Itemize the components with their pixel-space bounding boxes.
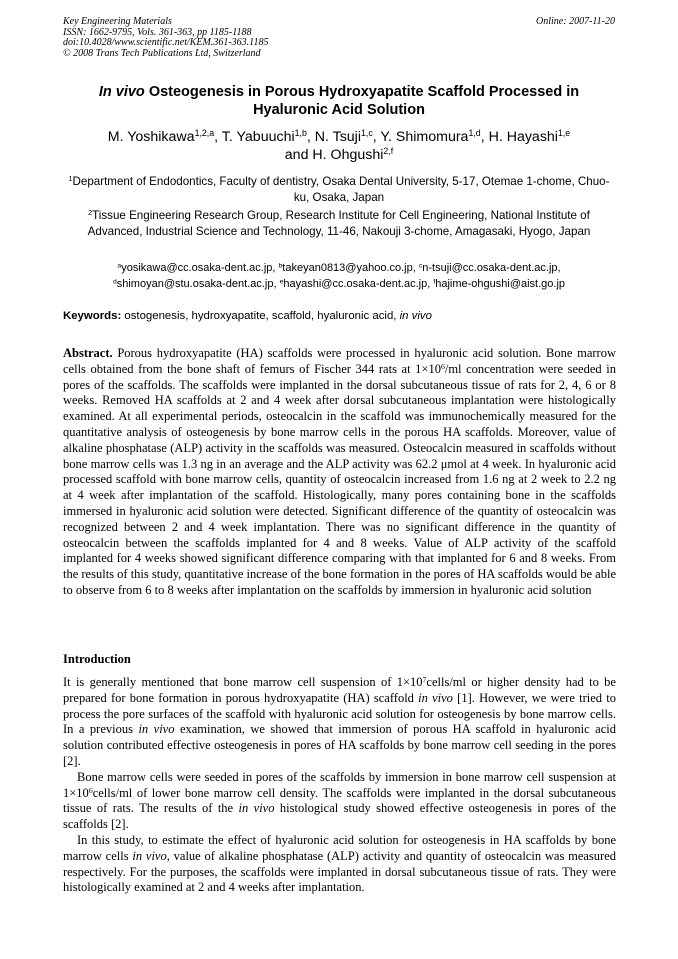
affiliation-text: Department of Endodontics, Faculty of dentistry, Osaka Dental University, 5-17, Otemae 1-chome, Chuo-ku, Osaka, Japan bbox=[72, 175, 610, 204]
email-address[interactable]: n-tsuji@cc.osaka-dent.ac.jp, bbox=[422, 262, 561, 274]
keywords-italic: in vivo bbox=[399, 310, 432, 322]
affiliation-2 bbox=[66, 208, 612, 240]
section-heading-introduction: Introduction bbox=[63, 652, 131, 666]
author-affil-sup: 1,e bbox=[557, 128, 571, 139]
intro-paragraph-1 bbox=[63, 675, 616, 770]
intro-text: cells/ml or higher density had to be prepared for bone formation in porous hydroxyapatite (HA) scaffold bbox=[63, 675, 616, 705]
email-address[interactable]: hayashi@cc.osaka-dent.ac.jp, bbox=[283, 277, 434, 290]
intro-italic: in vivo bbox=[132, 848, 167, 863]
author-separator: , bbox=[214, 129, 222, 145]
author-affil-sup: 1,2,a bbox=[194, 128, 215, 139]
online-date: Online: 2007-11-20 bbox=[536, 16, 615, 27]
author-separator: , bbox=[480, 129, 489, 145]
email-sup: a bbox=[117, 262, 122, 270]
intro-italic: in vivo bbox=[138, 722, 175, 737]
intro-text: examination, we showed that immersion of porous HA scaffold in hyaluronic acid solution contributed effective osteogenesis in pores of HA scaffolds by bone marrow cell seeding in the pores [2]. bbox=[63, 722, 616, 768]
affiliation-sup: 1 bbox=[68, 174, 73, 184]
intro-paragraph-2 bbox=[63, 770, 616, 833]
email-list bbox=[58, 261, 620, 292]
intro-italic: in vivo bbox=[238, 801, 275, 816]
author-separator: and bbox=[284, 147, 313, 163]
author-name: Y. Shimomura bbox=[380, 129, 469, 145]
author-affil-sup: 1,d bbox=[468, 128, 481, 139]
intro-paragraph-3 bbox=[63, 833, 616, 896]
paper-title bbox=[40, 83, 638, 119]
intro-text: It is generally mentioned that bone marrow cell suspension of 1×10 bbox=[63, 675, 423, 689]
author-separator: , bbox=[372, 129, 381, 145]
issn-line: ISSN: 1662-9795, Vols. 361-363, pp 1185-1188 bbox=[63, 26, 252, 38]
abstract-paragraph bbox=[63, 346, 616, 599]
doi-line: doi:10.4028/www.scientific.net/KEM.361-363.1185 bbox=[63, 37, 269, 49]
journal-header bbox=[63, 17, 615, 59]
email-address[interactable]: yosikawa@cc.osaka-dent.ac.jp, bbox=[121, 262, 279, 274]
abstract-exponent: 6 bbox=[440, 361, 445, 371]
abstract-label: Abstract. bbox=[63, 346, 113, 360]
email-address[interactable]: takeyan0813@yahoo.co.jp, bbox=[282, 262, 419, 274]
abstract-text: /ml concentration were seeded in pores of the scaffolds. The scaffolds were implanted in the dorsal subcutaneous tissue of rats for 2, 4, 6 or 8 weeks. Removed HA scaffolds at 2 and 4 week after dorsal subcutaneous implantation were histologically examined. At all experimental periods, osteocalcin in the scaffold was immunochemically measured for the quantitative analysis of osteogenesis by bone marrow cells in the porous HA scaffolds. Moreover, value of alkaline phosphatase (ALP) activity in the scaffolds was measured. Osteocalcin measured in scaffolds without bone marrow cells was 1.3 ng in an average and the ALP activity was 62.2 μmol at 4 week. In hyaluronic acid processed scaffold with bone marrow cells, quantity of osteocalcin increased from 1.6 ng at 2 week to 2.2 ng at 4 week after implantation of the scaffold. Histologically, many pores containing bone in the scaffolds immersed in hyaluronic acid solution were detected. Significant difference of the quantity of osteocalcin was recognized between 2 and 4 week implantation. There was no significant difference in the quantity of osteocalcin between the scaffolds implanted for 4 and 8 weeks. Value of ALP activity of the scaffold implanted for 4 weeks showed significant difference comparing with that implanted for 6 and 8 weeks. From the results of this study, quantitative increase of the bone formation in the pores of HA scaffolds would be able to observe from 6 to 8 weeks after implantation on the scaffolds by immersion in hyaluronic acid solution bbox=[63, 361, 616, 597]
email-sup: e bbox=[279, 277, 284, 285]
keywords-label: Keywords: bbox=[63, 310, 122, 322]
affiliation-1 bbox=[66, 174, 612, 206]
journal-name: Key Engineering Materials bbox=[63, 16, 172, 27]
author-affil-sup: 1,b bbox=[294, 128, 307, 139]
author-list bbox=[40, 128, 638, 164]
title-line1: Osteogenesis in Porous Hydroxyapatite Scaffold Processed in bbox=[144, 84, 580, 100]
author-affil-sup: 1,c bbox=[361, 128, 373, 139]
intro-text: histological study showed effective osteogenesis in pores of the scaffolds [2]. bbox=[63, 801, 616, 832]
author-name: H. Ohgushi bbox=[312, 147, 384, 163]
author-affil-sup: 2,f bbox=[383, 146, 394, 157]
email-address[interactable]: hajime-ohgushi@aist.go.jp bbox=[435, 277, 566, 290]
email-sup: b bbox=[278, 262, 283, 270]
intro-exponent: 6 bbox=[88, 785, 93, 795]
title-italic: In vivo bbox=[98, 84, 145, 100]
intro-exponent: 7 bbox=[422, 674, 427, 684]
intro-italic: in vivo bbox=[418, 690, 453, 705]
author-name: M. Yoshikawa bbox=[107, 129, 195, 145]
introduction-body bbox=[63, 675, 616, 896]
intro-text: In this study, to estimate the effect of hyaluronic acid solution for osteogenesis in HA scaffolds by bone marrow cells bbox=[63, 832, 616, 863]
intro-text: Bone marrow cells were seeded in pores of the scaffolds by immersion in bone marrow cell suspension at 1×10 bbox=[63, 769, 616, 800]
keywords-text: ostogenesis, hydroxyapatite, scaffold, hyaluronic acid, bbox=[121, 310, 400, 322]
email-address[interactable]: shimoyan@stu.osaka-dent.ac.jp, bbox=[116, 277, 280, 290]
email-sup: d bbox=[112, 277, 117, 285]
abstract-text: Porous hydroxyapatite (HA) scaffolds were processed in hyaluronic acid solution. Bone marrow cells obtained from the bone shaft of femurs of Fischer 344 rats at 1×10 bbox=[63, 346, 616, 376]
intro-text: [1]. However, we were tried to process the pore surfaces of the scaffold with hyaluronic acid solution for osteogenesis by bone marrow cells. In a previous bbox=[63, 690, 616, 737]
author-name: N. Tsuji bbox=[314, 129, 361, 145]
author-name: H. Hayashi bbox=[488, 129, 558, 145]
email-sup: c bbox=[418, 262, 423, 270]
author-name: T. Yabuuchi bbox=[221, 129, 295, 145]
title-line2: Hyaluronic Acid Solution bbox=[253, 102, 425, 118]
email-sup: f bbox=[433, 277, 436, 285]
keywords bbox=[63, 309, 615, 324]
affiliation-text: Tissue Engineering Research Group, Research Institute for Cell Engineering, National Institute of Advanced, Industrial Science and Technology, 11-46, Nakouji 3-chome, Amagasaki, Hyogo, Japan bbox=[87, 209, 591, 238]
affiliation-sup: 2 bbox=[88, 208, 93, 218]
intro-text: cells/ml of lower bone marrow cell density. The scaffolds were implanted in the dorsal subcutaneous tissue of rats. The results of the bbox=[63, 785, 616, 816]
author-separator: , bbox=[306, 129, 315, 145]
copyright-line: © 2008 Trans Tech Publications Ltd, Switzerland bbox=[63, 47, 261, 59]
intro-text: , value of alkaline phosphatase (ALP) activity and quantity of osteocalcin was measured respectively. For the purposes, the scaffolds were implanted in dorsal subcutaneous tissue of rats. They were histologically examined at 2 and 4 weeks after implantation. bbox=[63, 848, 617, 895]
